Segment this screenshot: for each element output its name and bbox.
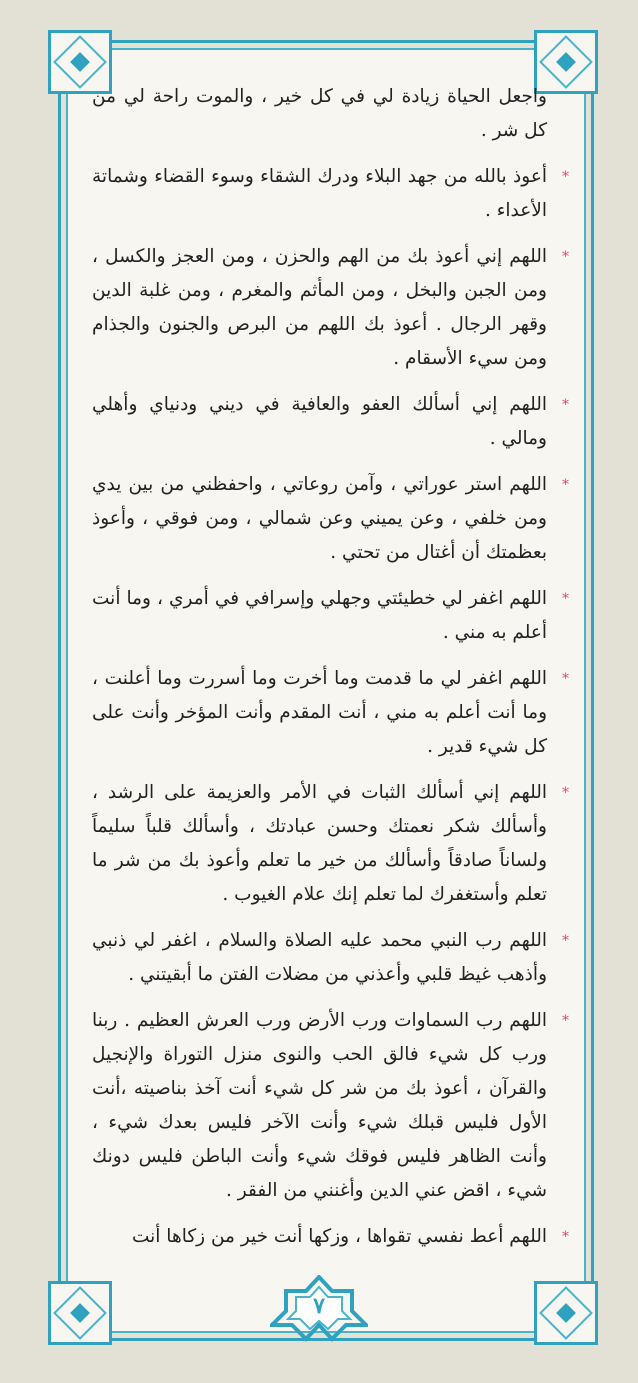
prayer-paragraph [92, 582, 569, 650]
prayer-text: اللهم رب النبي محمد عليه الصلاة والسلام ، اغفر لي ذنبي وأذهب غيظ قلبي وأعذني من مضلات الفتن ما أبقيتني . [92, 930, 547, 985]
bullet-asterisk-icon: * [562, 785, 569, 801]
prayer-text: اللهم اغفر لي خطيئتي وجهلي وإسرافي في أمري ، وما أنت أعلم به مني . [92, 588, 547, 643]
prayer-text: اللهم اغفر لي ما قدمت وما أخرت وما أسررت وما أعلنت ، وما أنت أعلم به مني ، أنت المقدم وأنت المؤخر وأنت على كل شيء قدير . [92, 668, 547, 757]
prayer-text: اللهم استر عوراتي ، وآمن روعاتي ، واحفظني من بين يدي ومن خلفي ، وعن يميني وعن شمالي ، ومن فوقي ، وأعوذ بعظمتك أن أغتال من تحتي . [92, 474, 547, 563]
prayer-paragraph [92, 388, 569, 456]
prayer-paragraph [92, 776, 569, 912]
prayer-text: واجعل الحياة زيادة لي في كل خير ، والموت راحة لي من كل شر . [92, 86, 547, 141]
prayer-text-body [92, 80, 569, 1266]
prayer-text: اللهم إني أسألك العفو والعافية في ديني ودنياي وأهلي ومالي . [92, 394, 547, 449]
prayer-paragraph [92, 80, 547, 148]
page-number-badge [270, 1275, 368, 1345]
bullet-asterisk-icon: * [562, 169, 569, 185]
bullet-asterisk-icon: * [562, 933, 569, 949]
bullet-asterisk-icon: * [562, 1013, 569, 1029]
prayer-paragraph [92, 1220, 569, 1254]
prayer-text: اللهم إني أعوذ بك من الهم والحزن ، ومن العجز والكسل ، ومن الجبن والبخل ، ومن المأثم والمغرم ، ومن غلبة الدين وقهر الرجال . أعوذ بك اللهم من البرص والجنون والجذام ومن سيء الأسقام . [92, 246, 547, 369]
prayer-text: اللهم أعط نفسي تقواها ، وزكها أنت خير من زكاها أنت [131, 1226, 547, 1247]
bullet-asterisk-icon: * [562, 249, 569, 265]
prayer-paragraph [92, 240, 569, 376]
prayer-paragraph [92, 662, 569, 764]
prayer-paragraph [92, 924, 569, 992]
bullet-asterisk-icon: * [562, 477, 569, 493]
prayer-paragraph [92, 468, 569, 570]
prayer-text: اللهم إني أسألك الثبات في الأمر والعزيمة على الرشد ، وأسألك شكر نعمتك وحسن عبادتك ، وأسألك قلباً سليماً ولساناً صادقاً وأسألك من خير ما تعلم وأعوذ بك من شر ما تعلم وأستغفرك لما تعلم إنك علام الغيوب . [92, 782, 547, 905]
page-number: ٧ [313, 1293, 325, 1319]
bullet-asterisk-icon: * [562, 591, 569, 607]
bullet-asterisk-icon: * [562, 671, 569, 687]
bullet-asterisk-icon: * [562, 397, 569, 413]
prayer-paragraph [92, 1004, 569, 1208]
corner-ornament-icon [534, 1281, 598, 1345]
prayer-text: أعوذ بالله من جهد البلاء ودرك الشقاء وسوء القضاء وشماتة الأعداء . [92, 166, 547, 221]
bullet-asterisk-icon: * [562, 1229, 569, 1245]
prayer-text: اللهم رب السماوات ورب الأرض ورب العرش العظيم . ربنا ورب كل شيء فالق الحب والنوى منزل التوراة والإنجيل والقرآن ، أعوذ بك من شر كل شيء أنت آخذ بناصيته ،أنت الأول فليس قبلك شيء وأنت الآخر فليس بعدك شيء ، وأنت الظاهر فليس فوقك شيء وأنت الباطن فليس دونك شيء ، اقض عني الدين وأغنني من الفقر . [92, 1010, 547, 1201]
prayer-paragraph [92, 160, 569, 228]
corner-ornament-icon [48, 1281, 112, 1345]
